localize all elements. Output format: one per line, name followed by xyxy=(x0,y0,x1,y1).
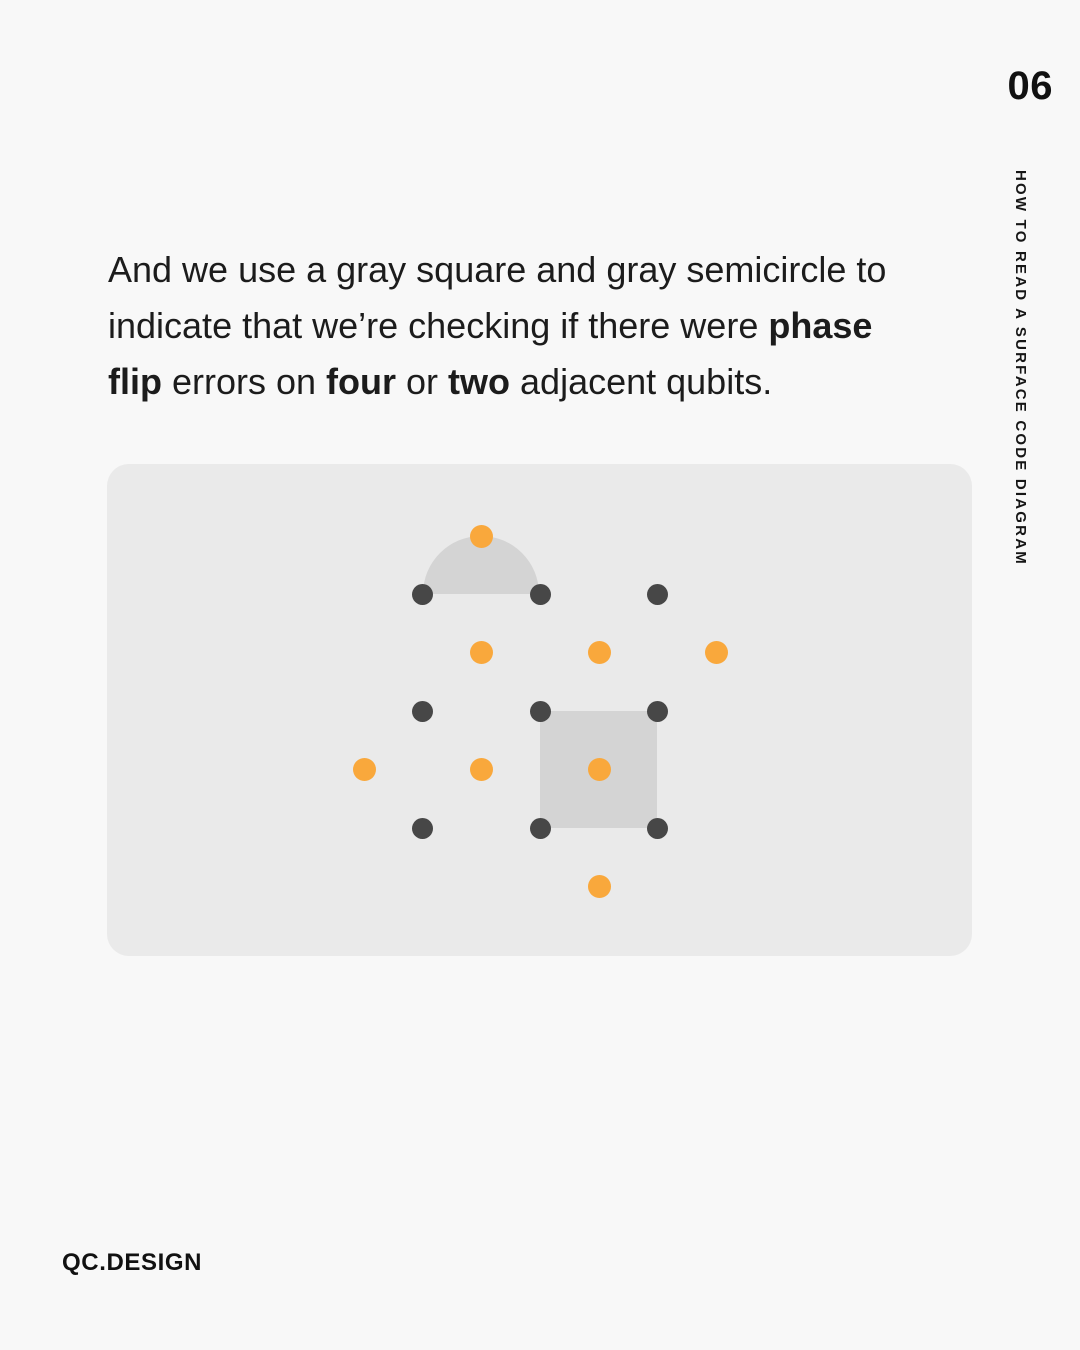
dark-qubit-dot xyxy=(412,818,433,839)
body-text-line-1 xyxy=(108,242,968,298)
plain-text: errors on xyxy=(161,361,327,402)
plain-text: indicate that we’re checking if there were xyxy=(108,305,769,346)
body-text-line-3 xyxy=(108,354,968,410)
plain-text: or xyxy=(396,361,449,402)
emphasized-text: two xyxy=(448,361,511,402)
dark-qubit-dot xyxy=(647,701,668,722)
orange-qubit-dot xyxy=(588,641,611,664)
dark-qubit-dot xyxy=(412,701,433,722)
dark-qubit-dot xyxy=(412,584,433,605)
diagram-panel xyxy=(107,464,972,956)
dark-qubit-dot xyxy=(647,818,668,839)
orange-qubit-dot xyxy=(470,641,493,664)
dark-qubit-dot xyxy=(647,584,668,605)
side-title: HOW TO READ A SURFACE CODE DIAGRAM xyxy=(1012,170,1029,566)
dark-qubit-dot xyxy=(530,818,551,839)
page-number: 06 xyxy=(1007,64,1053,108)
orange-qubit-dot xyxy=(588,758,611,781)
plain-text: And we use a gray square and gray semicircle to xyxy=(108,249,887,290)
orange-qubit-dot xyxy=(705,641,728,664)
emphasized-text: four xyxy=(326,361,397,402)
orange-qubit-dot xyxy=(588,875,611,898)
emphasized-text: flip xyxy=(108,361,162,402)
dark-qubit-dot xyxy=(530,584,551,605)
orange-qubit-dot xyxy=(470,525,493,548)
dark-qubit-dot xyxy=(530,701,551,722)
orange-qubit-dot xyxy=(470,758,493,781)
plain-text: adjacent qubits. xyxy=(510,361,773,402)
brand-logo: QC.DESIGN xyxy=(62,1249,203,1276)
emphasized-text: phase xyxy=(768,305,873,346)
orange-qubit-dot xyxy=(353,758,376,781)
body-text xyxy=(108,242,968,410)
body-text-line-2 xyxy=(108,298,968,354)
